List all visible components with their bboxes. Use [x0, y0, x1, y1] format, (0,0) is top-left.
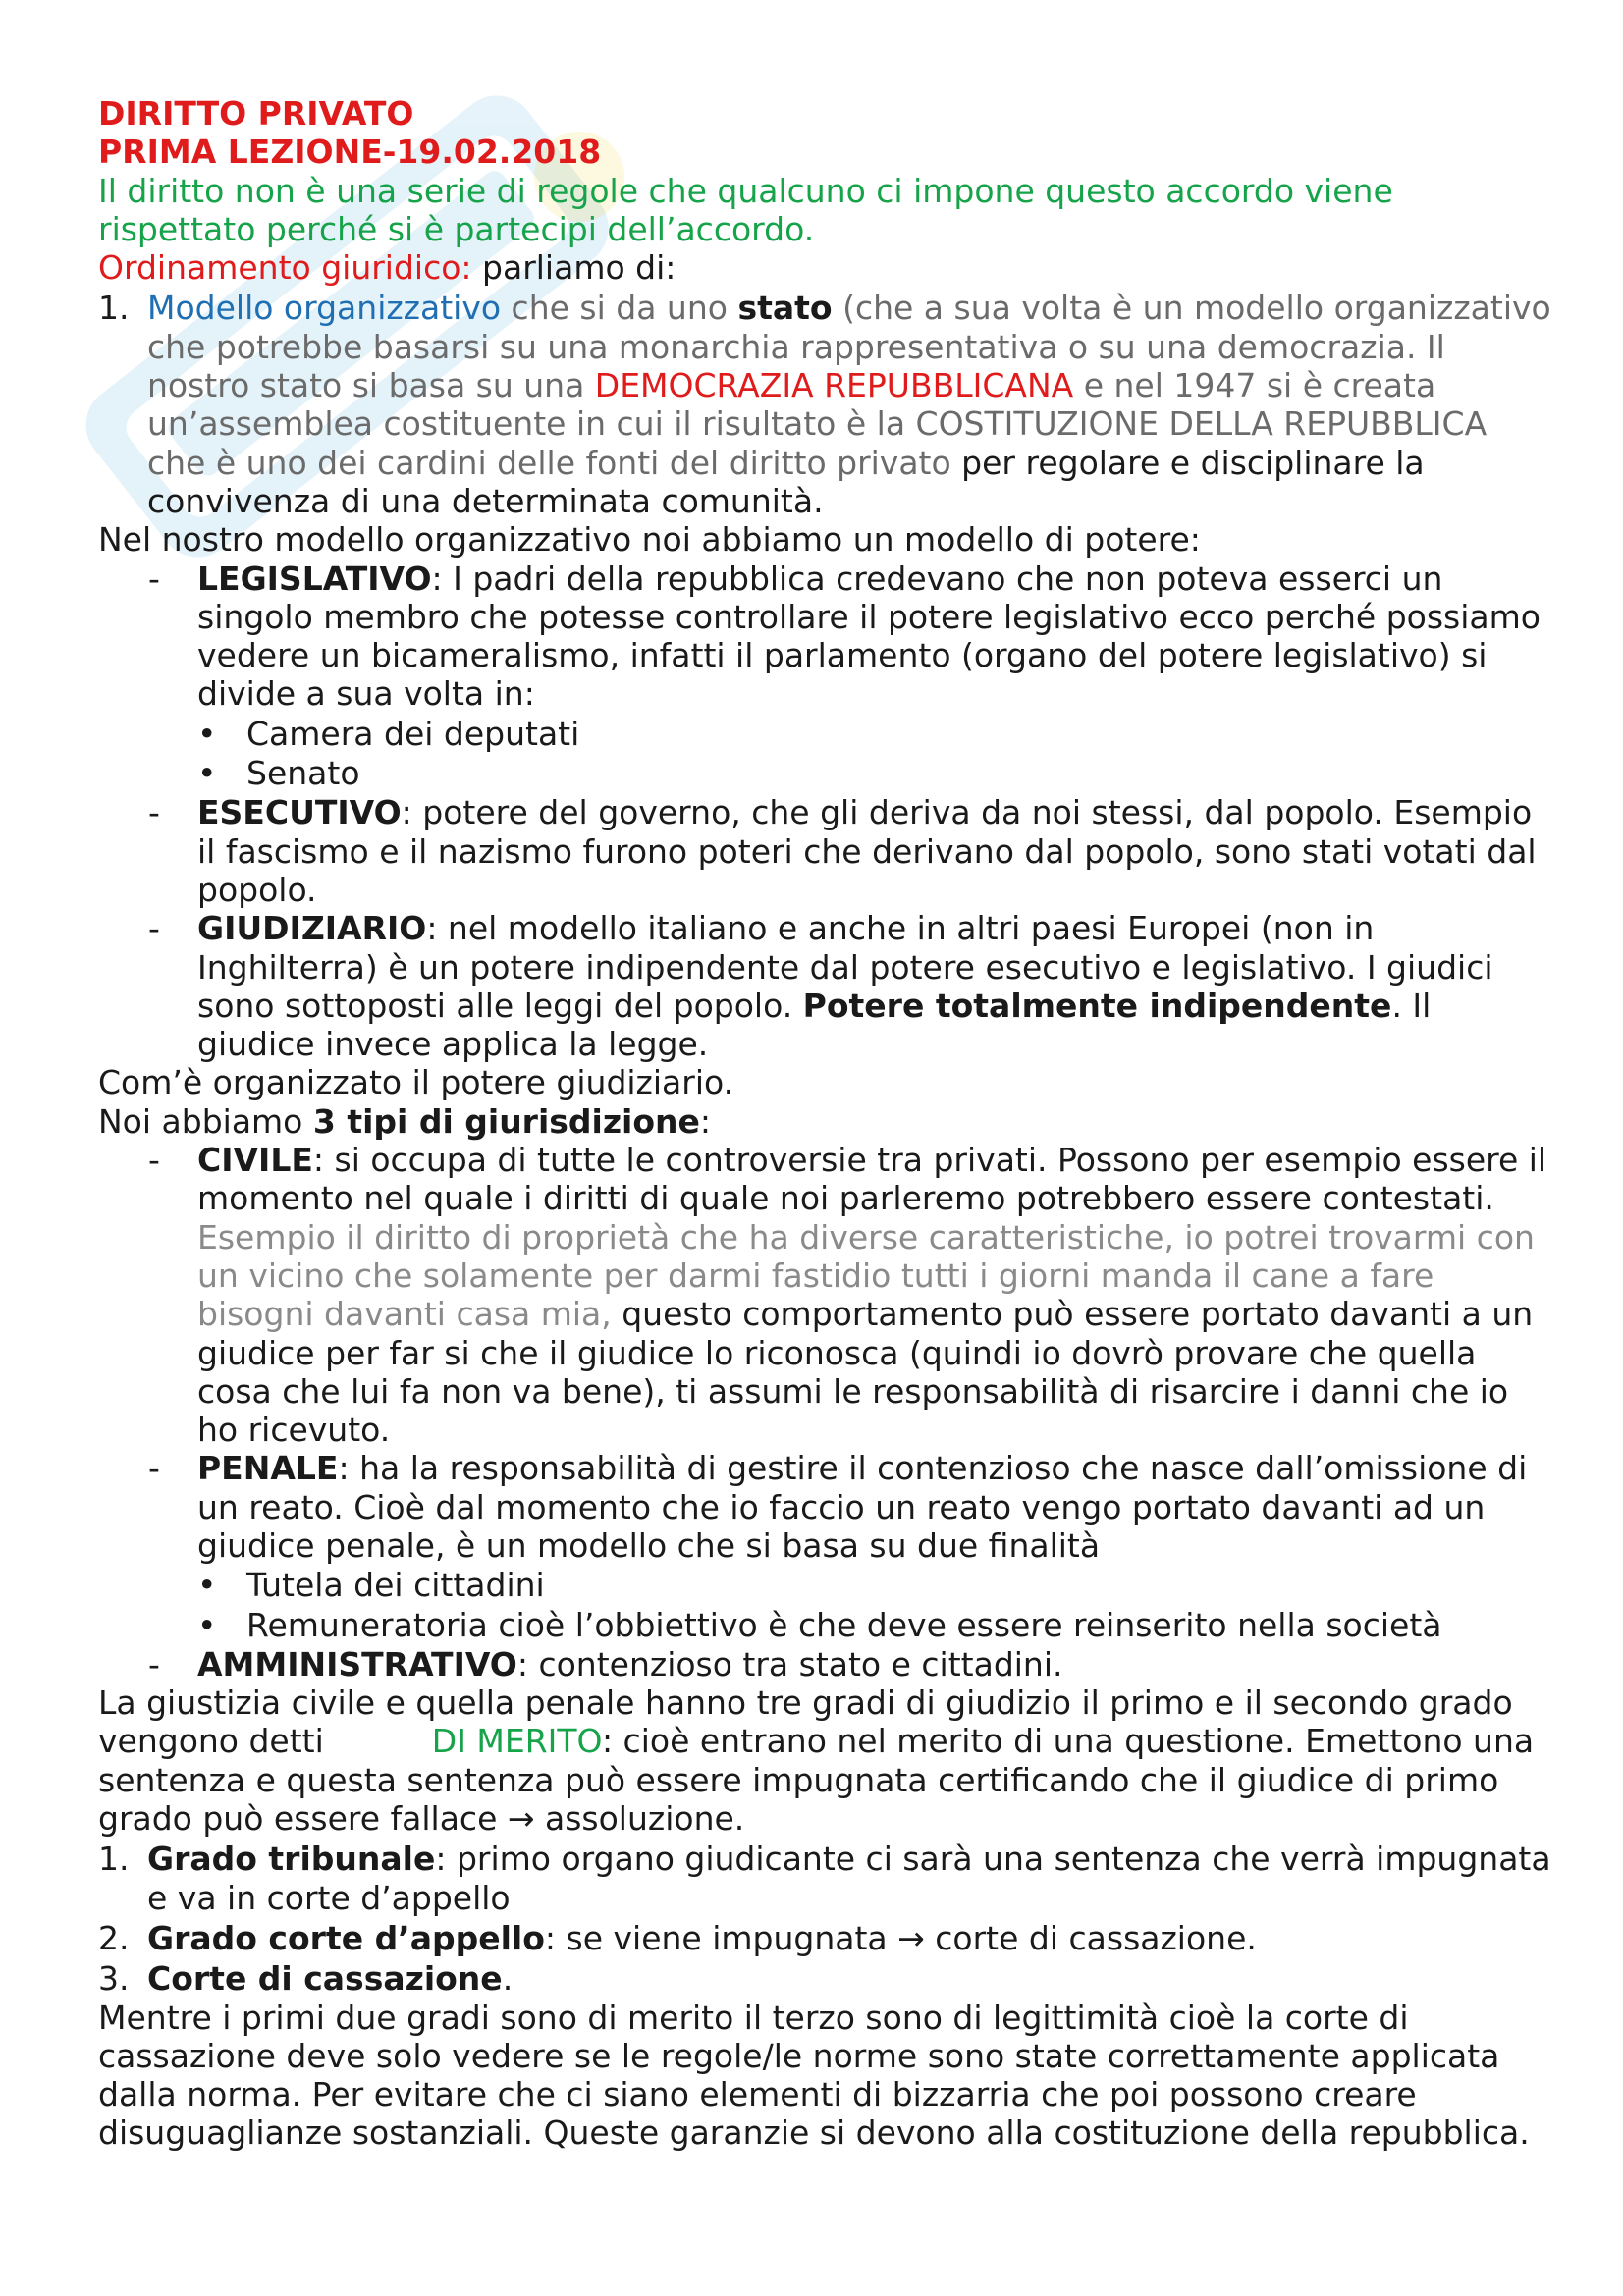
organizzazione-line: Com’è organizzato il potere giudiziario.: [98, 1063, 734, 1102]
potere-esecutivo: - ESECUTIVO: potere del governo, che gli deriva da noi stessi, dal popolo. Esempio il fascismo e il nazismo furono poteri che derivano dal popolo, sono stati votati dal popolo.: [148, 793, 1537, 909]
modello-line: Nel nostro modello organizzativo noi abbiamo un modello di potere:: [98, 520, 1201, 560]
giurisdizione-amministrativo: - AMMINISTRATIVO: contenzioso tra stato e cittadini.: [148, 1644, 1063, 1683]
potere-legislativo: - LEGISLATIVO: I padri della repubblica credevano che non poteva esserci un singolo membro che potesse controllare il potere legislativo ecco perché possiamo vedere un bicameralismo, infatti il parlamento (organo del potere legislativo) si divide a sua volta in:: [148, 559, 1541, 714]
grado-tribunale: 1. Grado tribunale: primo organo giudicante ci sarà una sentenza che verrà impugnata e va in corte d’appello: [98, 1840, 1551, 1917]
ordinamento-line: Ordinamento giuridico: parliamo di:: [98, 248, 676, 288]
giustizia-paragraph: La giustizia civile e quella penale hanno tre gradi di giudizio il primo e il secondo grado vengono detti DI MERITO: cioè entrano nel merito di una questione. Emettono una sentenza e questa sentenza può essere impugnata certificando che il giudice di primo grado può essere fallace → assoluzione.: [98, 1683, 1535, 1839]
grado-appello: 2. Grado corte d’appello: se viene impugnata → corte di cassazione.: [98, 1918, 1257, 1957]
giurisdizione-line: Noi abbiamo 3 tipi di giurisdizione:: [98, 1101, 712, 1141]
bullet-senato: • Senato: [197, 754, 360, 793]
final-paragraph: Mentre i primi due gradi sono di merito il terzo sono di legittimità cioè la corte di cassazione deve solo vedere se le regole/le norme sono state correttamente applicata dalla norma. Per evitare che ci siano elementi di bizzarria che poi possono creare disuguaglianze sostanziali. Queste garanzie si devono alla costituzione della repubblica.: [98, 1998, 1530, 2153]
doc-title: DIRITTO PRIVATO: [98, 94, 414, 133]
potere-giudiziario: - GIUDIZIARIO: nel modello italiano e anche in altri paesi Europei (non in Inghilterra) è un potere indipendente dal potere esecutivo e legislativo. I giudici sono sottoposti alle leggi del popolo. Potere totalmente indipendente. Il giudice invece applica la legge.: [148, 909, 1493, 1064]
document-body: [98, 94, 1551, 2153]
bullet-remuneratoria: • Remuneratoria cioè l’obbiettivo è che deve essere reinserito nella società: [197, 1605, 1442, 1644]
lesson-title: PRIMA LEZIONE-19.02.2018: [98, 133, 602, 172]
giurisdizione-civile: - CIVILE: si occupa di tutte le controversie tra privati. Possono per esempio essere il momento nel quale i diritti di quale noi parleremo potrebbero essere contestati. Esempio il diritto di proprietà che ha diverse caratteristiche, io potrei trovarmi con un vicino che solamente per darmi fastidio tutti i giorni manda il cane a fare bisogni davanti casa mia, questo comportamento può essere portato davanti a un giudice per far si che il giudice lo riconosca (quindi io dovrò provare che quella cosa che lui fa non va bene), ti assumi le responsabilità di risarcire i danni che io ho ricevuto.: [148, 1141, 1547, 1450]
bullet-tutela: • Tutela dei cittadini: [197, 1566, 545, 1605]
bullet-camera: • Camera dei deputati: [197, 714, 580, 753]
grado-cassazione: 3. Corte di cassazione.: [98, 1959, 514, 1999]
numbered-item-modello: 1. Modello organizzativo che si da uno stato (che a sua volta è un modello organizzativo che potrebbe basarsi su una monarchia rappresentativa o su una democrazia. Il nostro stato si basa su una DEMOCRAZIA REPUBBLICANA e nel 1947 si è creata un’assemblea costituente in cui il risultato è la COSTITUZIONE DELLA REPUBBLICA che è uno dei cardini delle fonti del diritto privato per regolare e disciplinare la convivenza di una determinata comunità.: [98, 289, 1551, 520]
giurisdizione-penale: - PENALE: ha la responsabilità di gestire il contenzioso che nasce dall’omissione di un reato. Cioè dal momento che io faccio un reato vengo portato davanti ad un giudice penale, è un modello che si basa su due finalità: [148, 1449, 1528, 1565]
intro-paragraph: Il diritto non è una serie di regole che qualcuno ci impone questo accordo viene rispettato perché si è partecipi dell’accordo.: [98, 171, 1393, 248]
